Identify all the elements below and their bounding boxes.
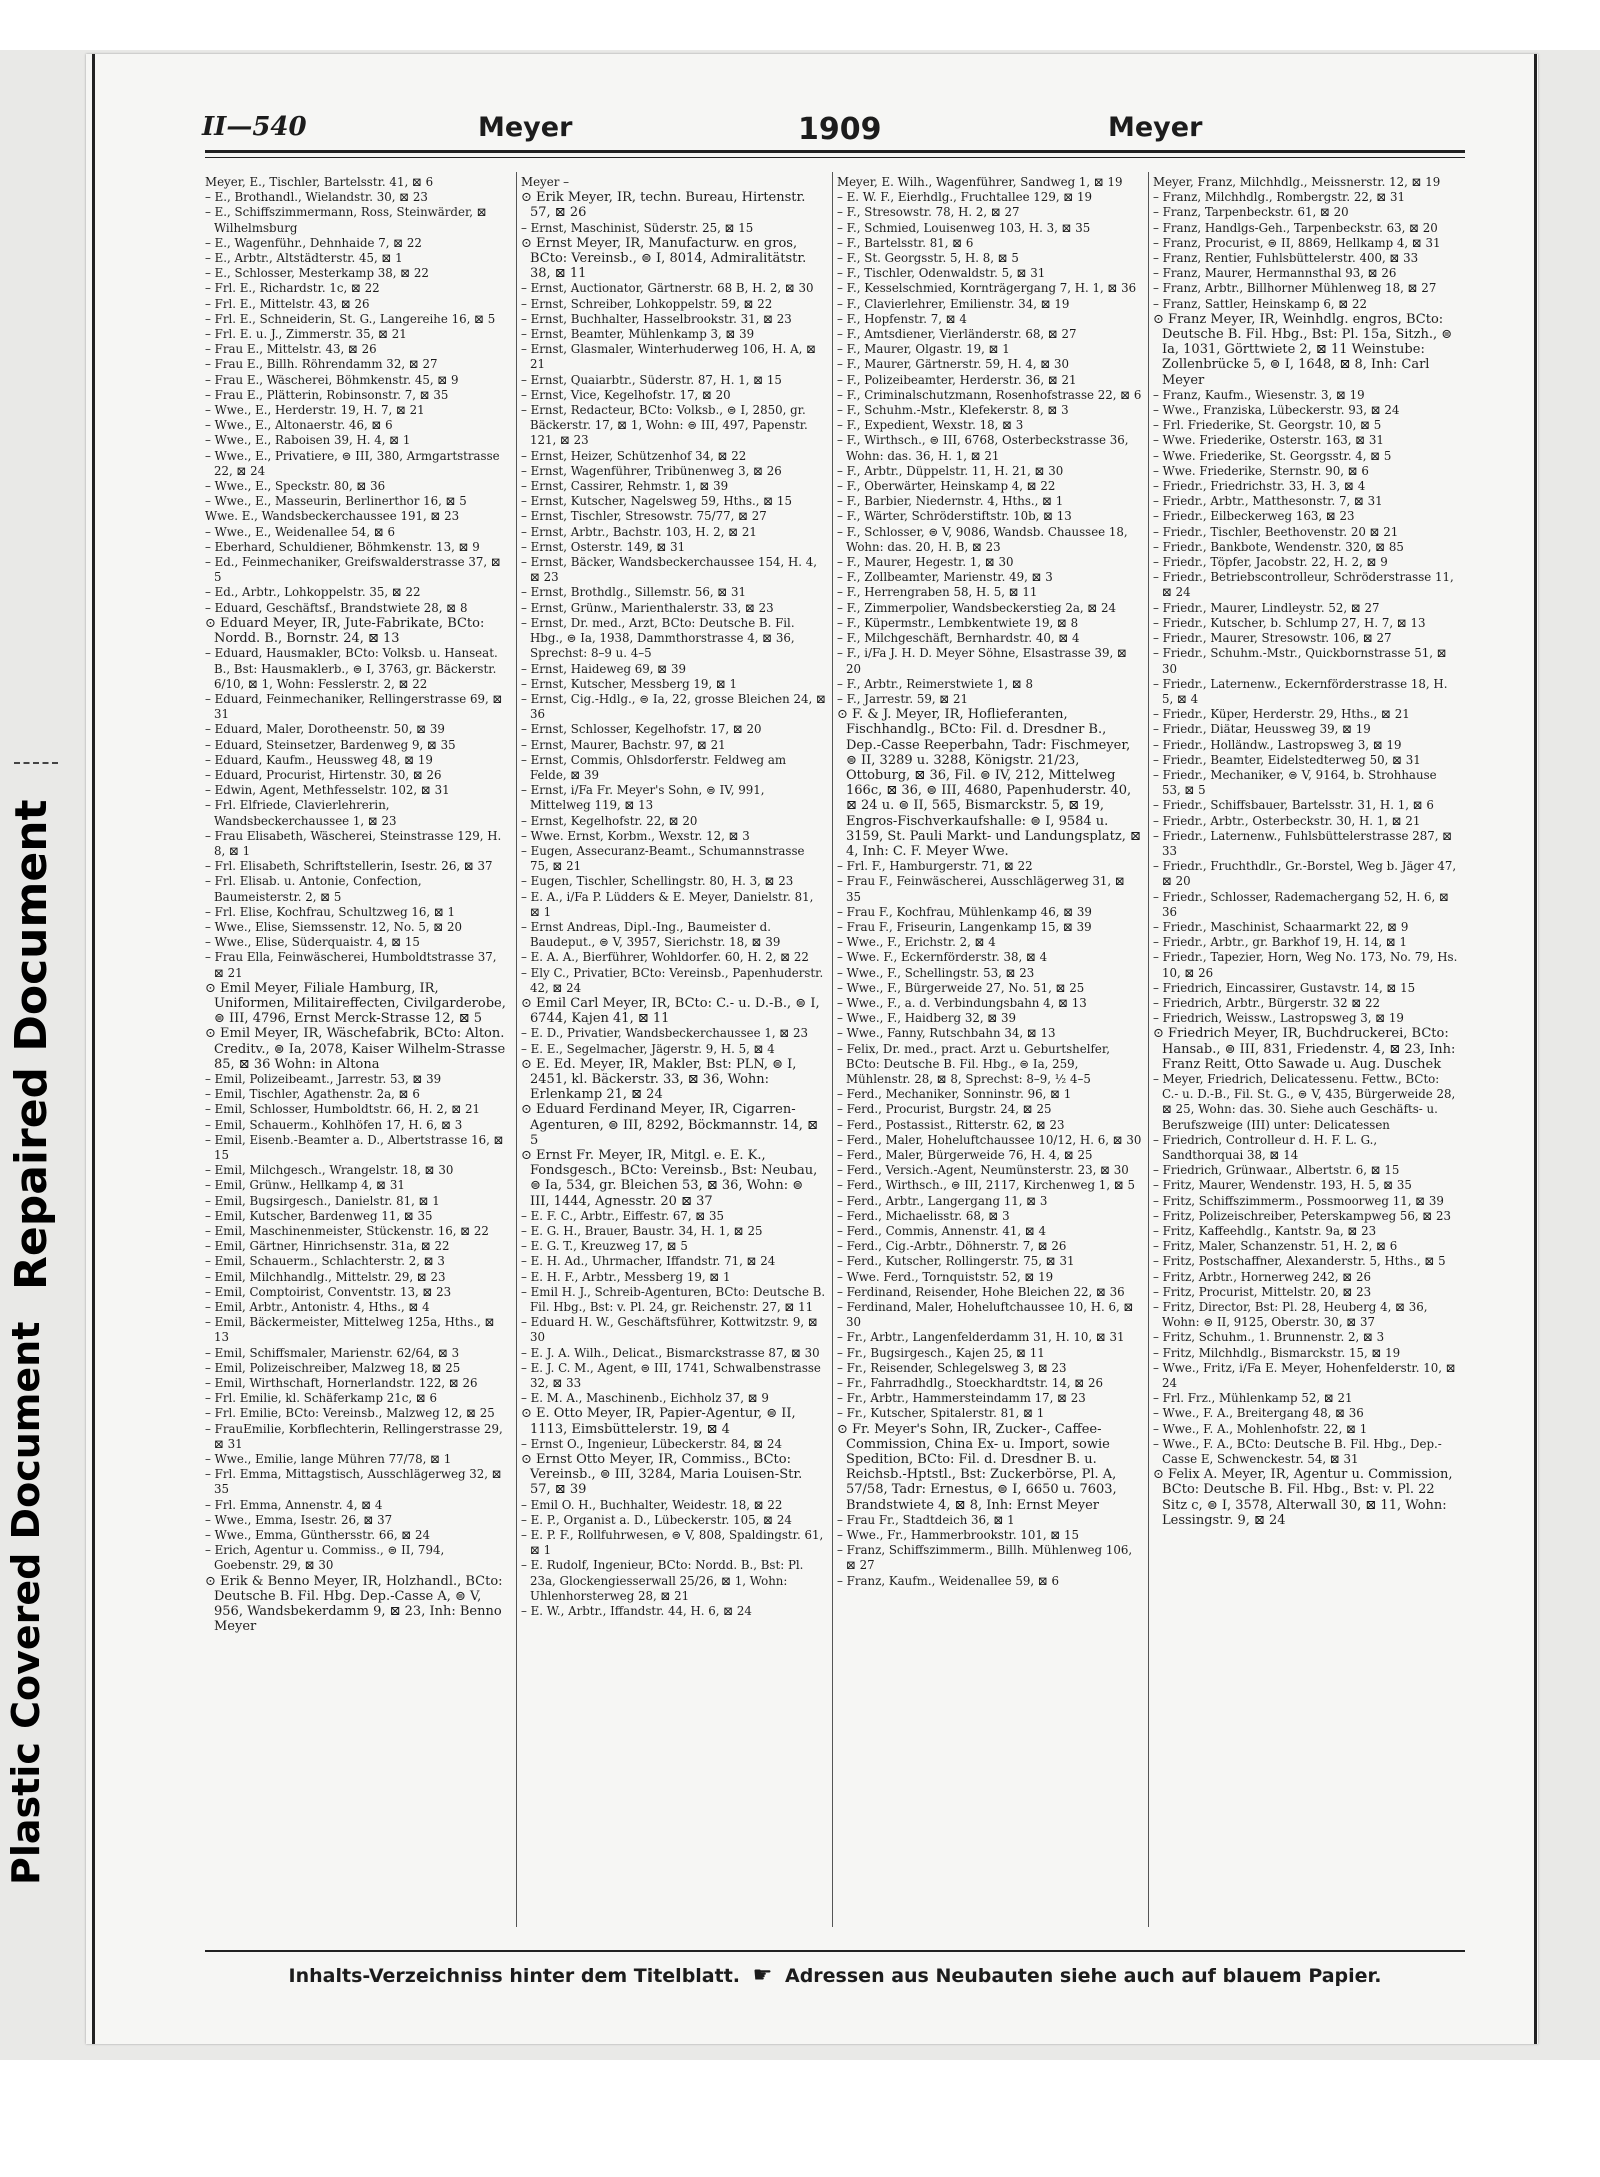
directory-entry: – Fr., Bugsirgesch., Kajen 25, ⊠ 11 [837, 1345, 1045, 1360]
directory-entry: – Friedrich, Controlleur d. H. F. L. G., Sandthorquai 38, ⊠ 14 [1153, 1132, 1378, 1162]
directory-entry: – Friedr., Arbtr., Osterbeckstr. 30, H. 1, ⊠ 21 [1153, 813, 1421, 828]
directory-entry: – Fritz, Milchhdlg., Bismarckstr. 15, ⊠ 19 [1153, 1345, 1401, 1360]
directory-entry: – Frl. Emma, Mittagstisch, Ausschlägerweg 32, ⊠ 35 [205, 1467, 502, 1497]
directory-entry: – Wwe. Ferd., Tornquiststr. 52, ⊠ 19 [837, 1269, 1054, 1284]
directory-entry: – Friedr., Kutscher, b. Schlump 27, H. 7, ⊠ 13 [1153, 615, 1426, 630]
directory-entry: – Friedr., Arbtr., gr. Barkhof 19, H. 14, ⊠ 1 [1153, 935, 1408, 950]
directory-entry: – Frl. E., Richardstr. 1c, ⊠ 22 [205, 281, 380, 296]
directory-entry: – F., Oberwärter, Heinskamp 4, ⊠ 22 [837, 479, 1056, 494]
directory-entry: – Wwe., E., Raboisen 39, H. 4, ⊠ 1 [205, 433, 411, 448]
directory-entry: – Frau E., Plätterin, Robinsonstr. 7, ⊠ 35 [205, 387, 449, 402]
directory-entry: – Ferd., Postassist., Ritterstr. 62, ⊠ 23 [837, 1117, 1065, 1132]
directory-entry: – Ernst, Arbtr., Bachstr. 103, H. 2, ⊠ 21 [521, 524, 757, 539]
directory-entry: – F., Wärter, Schröderstiftstr. 10b, ⊠ 13 [837, 509, 1072, 524]
directory-entry: – Ernst, Schreiber, Lohkoppelstr. 59, ⊠ 22 [521, 296, 773, 311]
directory-entry: – Frl. E., Schneiderin, St. G., Langereihe 16, ⊠ 5 [205, 311, 496, 326]
directory-entry: – Emil, Schlosser, Humboldtstr. 66, H. 2, ⊠ 21 [205, 1102, 480, 1117]
directory-entry: – Ernst, Kegelhofstr. 22, ⊠ 20 [521, 813, 698, 828]
header-right-name: Meyer [1108, 112, 1203, 143]
directory-entry: ⊙ E. Ed. Meyer, IR, Makler, Bst: PLN, ⊜ I, 2451, kl. Bäckerstr. 33, ⊠ 36, Wohn: Erlenkamp 21, ⊠ 24 [521, 1056, 797, 1103]
column-2 [521, 175, 826, 1920]
directory-entry: – Frau F., Feinwäscherei, Ausschlägerweg 31, ⊠ 35 [837, 874, 1125, 904]
directory-entry: Wwe. E., Wandsbeckerchaussee 191, ⊠ 23 [205, 509, 460, 524]
directory-entry: – Frau Elisabeth, Wäscherei, Steinstrasse 129, H. 8, ⊠ 1 [205, 828, 502, 858]
directory-entry: – Wwe. F., Eckernförderstr. 38, ⊠ 4 [837, 950, 1048, 965]
directory-entry: – FrauEmilie, Korbflechterin, Rellingerstrasse 29, ⊠ 31 [205, 1421, 503, 1451]
directory-entry: – Wwe., F., Erichstr. 2, ⊠ 4 [837, 935, 996, 950]
directory-entry: – Friedr., Betriebscontrolleur, Schröderstrasse 11, ⊠ 24 [1153, 570, 1454, 600]
directory-entry: – Emil, Polizeibeamt., Jarrestr. 53, ⊠ 39 [205, 1071, 442, 1086]
directory-entry: – E. P. F., Rollfuhrwesen, ⊜ V, 808, Spaldingstr. 61, ⊠ 1 [521, 1528, 824, 1558]
page-number: II—540 [202, 112, 307, 142]
directory-entry: – Frau Fr., Stadtdeich 36, ⊠ 1 [837, 1512, 1015, 1527]
directory-entry: – F., Wirthsch., ⊜ III, 6768, Osterbeckstrasse 36, Wohn: das. 36, H. 1, ⊠ 21 [837, 433, 1129, 463]
directory-entry: – Friedr., Maurer, Lindleystr. 52, ⊠ 27 [1153, 600, 1380, 615]
directory-entry: – F., Arbtr., Düppelstr. 11, H. 21, ⊠ 30 [837, 463, 1064, 478]
directory-entry: – E., Schlosser, Mesterkamp 38, ⊠ 22 [205, 266, 429, 281]
directory-entry: – F., Kesselschmied, Kornträgergang 7, H. 1, ⊠ 36 [837, 281, 1137, 296]
directory-entry: – Friedr., Tapezier, Horn, Weg No. 173, No. 79, Hs. 10, ⊠ 26 [1153, 950, 1458, 980]
directory-entry: – Emil, Wirthschaft, Hornerlandstr. 122, ⊠ 26 [205, 1376, 478, 1391]
pointing-hand-icon: ☛ [752, 1963, 773, 1988]
directory-entry: – Friedr., Schiffsbauer, Bartelsstr. 31, H. 1, ⊠ 6 [1153, 798, 1434, 813]
directory-entry: – Fr., Kutscher, Spitalerstr. 81, ⊠ 1 [837, 1406, 1045, 1421]
directory-entry: – Wwe., E., Masseurin, Berlinerthor 16, ⊠ 5 [205, 494, 467, 509]
directory-entry: – Wwe., Elise, Siemssenstr. 12, No. 5, ⊠ 20 [205, 919, 463, 934]
directory-entry: – Friedr., Arbtr., Matthesonstr. 7, ⊠ 31 [1153, 494, 1383, 509]
directory-entry: – Ernst, Buchhalter, Hasselbrookstr. 31, ⊠ 23 [521, 311, 792, 326]
directory-entry: – Ferd., Commis, Annenstr. 41, ⊠ 4 [837, 1224, 1047, 1239]
column-4 [1153, 175, 1458, 1920]
directory-entry: – F., Stresowstr. 78, H. 2, ⊠ 27 [837, 205, 1020, 220]
directory-entry: – E. F. C., Arbtr., Eiffestr. 67, ⊠ 35 [521, 1208, 725, 1223]
directory-entry: – E. J. C. M., Agent, ⊜ III, 1741, Schwalbenstrasse 32, ⊠ 33 [521, 1360, 821, 1391]
directory-entry: – Friedr., Beamter, Eidelstedterweg 50, ⊠ 31 [1153, 752, 1421, 767]
directory-entry: – Franz, Procurist, ⊜ II, 8869, Hellkamp 4, ⊠ 31 [1153, 235, 1441, 250]
directory-entry: – Wwe., F. A., BCto: Deutsche B. Fil. Hbg., Dep.-Casse E, Schwenckestr. 54, ⊠ 31 [1153, 1436, 1442, 1467]
directory-entry: – E. J. A. Wilh., Delicat., Bismarckstrasse 87, ⊠ 30 [521, 1345, 820, 1360]
directory-entry: – Friedr., Laternenw., Fuhlsbüttelerstrasse 287, ⊠ 33 [1153, 828, 1453, 858]
directory-entry: – Emil, Milchhandlg., Mittelstr. 29, ⊠ 23 [205, 1269, 446, 1284]
directory-entry: – Emil, Bugsirgesch., Danielstr. 81, ⊠ 1 [205, 1193, 440, 1208]
directory-entry: – Eduard, Kaufm., Heussweg 48, ⊠ 19 [205, 752, 433, 767]
directory-entry: – Friedr., Diätar, Heussweg 39, ⊠ 19 [1153, 722, 1371, 737]
directory-entry: – F., Schlosser, ⊜ V, 9086, Wandsb. Chaussee 18, Wohn: das. 20, H. B, ⊠ 23 [837, 524, 1128, 554]
column-separator [516, 172, 517, 1927]
directory-entry: – Wwe., Fanny, Rutschbahn 34, ⊠ 13 [837, 1026, 1056, 1041]
directory-entry: – F., Schuhm.-Mstr., Klefekerstr. 8, ⊠ 3 [837, 403, 1069, 418]
directory-entry: – Ed., Arbtr., Lohkoppelstr. 35, ⊠ 22 [205, 585, 421, 600]
directory-entry: – Wwe., F., Haidberg 32, ⊠ 39 [837, 1011, 1016, 1026]
directory-entry: – Ed., Feinmechaniker, Greifswalderstrasse 37, ⊠ 5 [205, 555, 501, 585]
repaired-document-label: Repaired Document [6, 799, 57, 1290]
directory-entry: – Ernst, Maschinist, Süderstr. 25, ⊠ 15 [521, 220, 754, 235]
directory-entry: – F., Zimmerpolier, Wandsbeckerstieg 2a, ⊠ 24 [837, 600, 1117, 615]
directory-entry: ⊙ Erik & Benno Meyer, IR, Holzhandl., BCto: Deutsche B. Fil. Hbg. Dep.-Casse A, ⊜ V, 956, Wandsbekerdamm 9, ⊠ 23, Inh: Benno Meyer [205, 1573, 503, 1635]
directory-entry: – Frau F., Kochfrau, Mühlenkamp 46, ⊠ 39 [837, 904, 1092, 919]
directory-entry: – Ferd., Versich.-Agent, Neumünsterstr. 23, ⊠ 30 [837, 1163, 1129, 1178]
directory-entry: ⊙ Fr. Meyer's Sohn, IR, Zucker-, Caffee-Commission, China Ex- u. Import, sowie Spedition, BCto: Fil. d. Dresdner B. u. Reichsb.-Hptstl., Bst: Zuckerbörse, Pl. A, 57/58, Tadr: Ernestus, ⊜ I, 6650 u. 7603, Brandstwiete 4, ⊠ 8, Inh: Ernst Meyer [837, 1421, 1117, 1513]
directory-entry: – E. M. A., Maschinenb., Eichholz 37, ⊠ 9 [521, 1391, 769, 1406]
directory-entry: – E., Wagenführ., Dehnhaide 7, ⊠ 22 [205, 235, 422, 250]
directory-entry: – Fritz, Maler, Schanzenstr. 51, H. 2, ⊠ 6 [1153, 1239, 1398, 1254]
dashed-mark [14, 762, 58, 764]
directory-entry: – Emil, Bäckermeister, Mittelweg 125a, Hths., ⊠ 13 [205, 1315, 495, 1345]
column-1 [205, 175, 510, 1920]
directory-entry: – F., St. Georgsstr. 5, H. 8, ⊠ 5 [837, 251, 1019, 266]
directory-entry: – Friedr., Tischler, Beethovenstr. 20 ⊠ 21 [1153, 524, 1399, 539]
directory-entry: ⊙ Felix A. Meyer, IR, Agentur u. Commission, BCto: Deutsche B. Fil. Hbg., Bst: v. Pl. 22 Sitz c, ⊜ I, 3578, Alterwall 30, ⊠ 11, Wohn: Lessingstr. 9, ⊠ 24 [1153, 1467, 1453, 1528]
column-separator [1148, 172, 1149, 1927]
directory-entry: – E. G. H., Brauer, Baustr. 34, H. 1, ⊠ 25 [521, 1224, 763, 1239]
directory-entry: – Friedr., Eilbeckerweg 163, ⊠ 23 [1153, 509, 1355, 524]
directory-entry: – E., Brothandl., Wielandstr. 30, ⊠ 23 [205, 190, 428, 205]
directory-entry: – Wwe., E., Altonaerstr. 46, ⊠ 6 [205, 418, 393, 433]
directory-entry: – Ernst, Heizer, Schützenhof 34, ⊠ 22 [521, 448, 747, 463]
directory-entry: – F., Expedient, Wexstr. 18, ⊠ 3 [837, 418, 1024, 433]
directory-entry: – E. W. F., Eierhdlg., Fruchtallee 129, ⊠ 19 [837, 190, 1092, 205]
directory-entry: – Frl. Emilie, BCto: Vereinsb., Malzweg 12, ⊠ 25 [205, 1406, 495, 1421]
directory-entry: – Franz, Sattler, Heinskamp 6, ⊠ 22 [1153, 296, 1368, 311]
directory-entry: ⊙ Franz Meyer, IR, Weinhdlg. engros, BCto: Deutsche B. Fil. Hbg., Bst: Pl. 15a, Sitzh., ⊜ Ia, 1031, Görttwiete 2, ⊠ 11 Weinstube: Zollenbrücke 5, ⊜ I, 1648, ⊠ 8, Inh: Carl Meyer [1153, 311, 1453, 388]
directory-entry: – Friedr., Töpfer, Jacobstr. 22, H. 2, ⊠ 9 [1153, 555, 1388, 570]
directory-entry: – Franz, Maurer, Hermannsthal 93, ⊠ 26 [1153, 266, 1397, 281]
directory-entry: ⊙ Ernst Fr. Meyer, IR, Mitgl. e. E. K., Fondsgesch., BCto: Vereinsb., Bst: Neubau, ⊜ Ia, 534, gr. Bleichen 53, ⊠ 36, Wohn: ⊜ III, 1444, Agnesstr. 20 ⊠ 37 [521, 1148, 818, 1209]
directory-entry: – F., Küpermstr., Lembkentwiete 19, ⊠ 8 [837, 615, 1079, 630]
directory-entry: – Eduard, Feinmechaniker, Rellingerstrasse 69, ⊠ 31 [205, 691, 503, 722]
directory-entry: – Wwe., Emma, Günthersstr. 66, ⊠ 24 [205, 1528, 431, 1543]
directory-entry: – F., Tischler, Odenwaldstr. 5, ⊠ 31 [837, 266, 1046, 281]
directory-entry: – E. H. F., Arbtr., Messberg 19, ⊠ 1 [521, 1269, 731, 1284]
directory-entry: – Friedr., Küper, Herderstr. 29, Hths., ⊠ 21 [1153, 707, 1410, 722]
directory-entry: – Frl. Elisabeth, Schriftstellerin, Isestr. 26, ⊠ 37 [205, 859, 493, 874]
directory-entry: – Ernst, Vice, Kegelhofstr. 17, ⊠ 20 [521, 387, 731, 402]
directory-entry: – Franz, Schiffszimmerm., Billh. Mühlenweg 106, ⊠ 27 [837, 1543, 1133, 1573]
directory-entry: – Ely C., Privatier, BCto: Vereinsb., Papenhuderstr. 42, ⊠ 24 [521, 965, 824, 995]
directory-entry: – Frau Ella, Feinwäscherei, Humboldtstrasse 37, ⊠ 21 [205, 950, 497, 980]
directory-entry: – Fritz, Schuhm., 1. Brunnenstr. 2, ⊠ 3 [1153, 1330, 1385, 1345]
directory-entry: – F., Polizeibeamter, Herderstr. 36, ⊠ 21 [837, 372, 1077, 387]
directory-entry: – Frl. Emma, Annenstr. 4, ⊠ 4 [205, 1497, 383, 1512]
directory-entry: – Ernst, Beamter, Mühlenkamp 3, ⊠ 39 [521, 327, 755, 342]
directory-entry: – Wwe., E., Weidenallee 54, ⊠ 6 [205, 524, 395, 539]
directory-entry: – E. Rudolf, Ingenieur, BCto: Nordd. B., Bst: Pl. 23a, Glockengiesserwall 25/26, ⊠ 1, Wohn: Uhlenhorsterweg 28, ⊠ 21 [521, 1558, 804, 1603]
directory-entry: – Ernst, Cig.-Hdlg., ⊜ Ia, 22, grosse Bleichen 24, ⊠ 36 [521, 691, 826, 722]
directory-entry: – Franz, Kaufm., Wiesenstr. 3, ⊠ 19 [1153, 387, 1365, 402]
directory-entry: – Wwe., Fr., Hammerbrookstr. 101, ⊠ 15 [837, 1528, 1080, 1543]
footer-left-text: Inhalts-Verzeichniss hinter dem Titelblatt. [288, 1965, 741, 1987]
directory-entry: – Ernst, Bäcker, Wandsbeckerchaussee 154, H. 4, ⊠ 23 [521, 555, 818, 585]
directory-entry: – F., Maurer, Hegestr. 1, ⊠ 30 [837, 555, 1014, 570]
directory-entry: – Eduard, Geschäftsf., Brandstwiete 28, ⊠ 8 [205, 600, 468, 615]
directory-entry: – Franz, Milchhdlg., Rombergstr. 22, ⊠ 31 [1153, 190, 1406, 205]
directory-entry: – Fritz, Schiffszimmerm., Possmoorweg 11, ⊠ 39 [1153, 1193, 1444, 1208]
directory-entry: – Wwe., Emma, Isestr. 26, ⊠ 37 [205, 1512, 393, 1527]
directory-entry: – Emil, Kutscher, Bardenweg 11, ⊠ 35 [205, 1208, 433, 1223]
directory-entry: – Ernst, Brothdlg., Sillemstr. 56, ⊠ 31 [521, 585, 747, 600]
directory-entry: – Emil, Grünw., Hellkamp 4, ⊠ 31 [205, 1178, 405, 1193]
directory-entry: – Friedr., Schuhm.-Mstr., Quickbornstrasse 51, ⊠ 30 [1153, 646, 1447, 676]
directory-entry: ⊙ Eduard Ferdinand Meyer, IR, Cigarren-Agenturen, ⊜ III, 8292, Böckmannstr. 14, ⊠ 5 [521, 1102, 818, 1148]
directory-entry: – E. P., Organist a. D., Lübeckerstr. 105, ⊠ 24 [521, 1512, 792, 1527]
directory-entry: – Wwe., E., Herderstr. 19, H. 7, ⊠ 21 [205, 403, 425, 418]
directory-entry: – Frl. Friederike, St. Georgstr. 10, ⊠ 5 [1153, 418, 1382, 433]
header-rule-thin [205, 157, 1465, 158]
directory-entry: – Ferd., Michaelisstr. 68, ⊠ 3 [837, 1208, 1010, 1223]
directory-entry: – F., Maurer, Gärtnerstr. 59, H. 4, ⊠ 30 [837, 357, 1070, 372]
directory-entry: – Ernst, Schlosser, Kegelhofstr. 17, ⊠ 20 [521, 722, 762, 737]
directory-entry: – E. A., i/Fa P. Lüdders & E. Meyer, Danielstr. 81, ⊠ 1 [521, 889, 814, 919]
directory-entry: Meyer, E., Tischler, Bartelsstr. 41, ⊠ 6 [205, 175, 434, 189]
directory-entry: Meyer – [521, 175, 569, 189]
directory-entry: – Frau E., Billh. Röhrendamm 32, ⊠ 27 [205, 357, 438, 372]
directory-entry: – Friedrich, Grünwaar., Albertstr. 6, ⊠ 15 [1153, 1163, 1400, 1178]
directory-entry: – Ferd., Arbtr., Langergang 11, ⊠ 3 [837, 1193, 1048, 1208]
directory-entry: – F., Milchgeschäft, Bernhardstr. 40, ⊠ 4 [837, 631, 1080, 646]
directory-entry: – F., Amtsdiener, Vierländerstr. 68, ⊠ 27 [837, 327, 1077, 342]
directory-entry: – Frl. E. u. J., Zimmerstr. 35, ⊠ 21 [205, 327, 407, 342]
directory-entry: ⊙ F. & J. Meyer, IR, Hoflieferanten, Fischhandlg., BCto: Fil. d. Dresdner B., Dep.-Casse Reeperbahn, Tadr: Fischmeyer, ⊜ II, 3289 u. 3288, Königstr. 21/23, Ottoburg, ⊠ 36, Fil. ⊜ IV, 212, Mittelweg 166c, ⊠ 36, ⊜ III, 4680, Papenhuderstr. 40, ⊠ 24 u. ⊜ II, 565, Bismarckstr. 5, ⊠ 19, Engros-Fischverkaufshalle: ⊜ I, 9584 u. 3159, St. Pauli Markt- und Landungsplatz, ⊠ 4, Inh: C. F. Meyer Wwe. [837, 707, 1141, 859]
directory-entry: – Eduard, Steinsetzer, Bardenweg 9, ⊠ 35 [205, 737, 456, 752]
directory-entry: – Fr., Reisender, Schlegelsweg 3, ⊠ 23 [837, 1360, 1067, 1375]
directory-entry: – Wwe. Friederike, Osterstr. 163, ⊠ 31 [1153, 433, 1384, 448]
directory-entry: – Fritz, Kaffeehdlg., Kantstr. 9a, ⊠ 23 [1153, 1224, 1377, 1239]
directory-entry: – Frau E., Wäscherei, Böhmkenstr. 45, ⊠ 9 [205, 372, 459, 387]
directory-entry: – Friedr., Friedrichstr. 33, H. 3, ⊠ 4 [1153, 479, 1366, 494]
directory-entry: – Fr., Arbtr., Hammersteindamm 17, ⊠ 23 [837, 1391, 1086, 1406]
directory-entry: – F., Zollbeamter, Marienstr. 49, ⊠ 3 [837, 570, 1053, 585]
column-3 [837, 175, 1142, 1920]
directory-entry: – Friedrich, Eincassirer, Gustavstr. 14, ⊠ 15 [1153, 980, 1416, 995]
directory-entry: – Frl. E., Mittelstr. 43, ⊠ 26 [205, 296, 370, 311]
directory-entry: – Friedrich, Weissw., Lastropsweg 3, ⊠ 19 [1153, 1011, 1404, 1026]
directory-entry: – Emil, Gärtner, Hinrichsenstr. 31a, ⊠ 22 [205, 1239, 450, 1254]
directory-entry: – Fritz, Postschaffner, Alexanderstr. 5, Hths., ⊠ 5 [1153, 1254, 1446, 1269]
directory-entry: – Ernst, Wagenführer, Tribünenweg 3, ⊠ 26 [521, 463, 782, 478]
directory-entry: – F., Bartelsstr. 81, ⊠ 6 [837, 235, 974, 250]
directory-entry: – E. G. T., Kreuzweg 17, ⊠ 5 [521, 1239, 688, 1254]
directory-entry: – Emil, Tischler, Agathenstr. 2a, ⊠ 6 [205, 1087, 420, 1102]
directory-entry: – Ernst, Haideweg 69, ⊠ 39 [521, 661, 686, 676]
directory-entry: – Fritz, Arbtr., Hornerweg 242, ⊠ 26 [1153, 1269, 1372, 1284]
directory-entry: – E. W., Arbtr., Iffandstr. 44, H. 6, ⊠ 24 [521, 1604, 752, 1619]
directory-entry: – Wwe. Friederike, Sternstr. 90, ⊠ 6 [1153, 463, 1369, 478]
directory-entry: – Emil, Arbtr., Antonistr. 4, Hths., ⊠ 4 [205, 1300, 430, 1315]
directory-entry: – Emil H. J., Schreib-Agenturen, BCto: Deutsche B. Fil. Hbg., Bst: v. Pl. 24, gr. Reichenstr. 27, ⊠ 11 [521, 1284, 826, 1315]
directory-entry: – Ernst, Maurer, Bachstr. 97, ⊠ 21 [521, 737, 726, 752]
directory-entry: – Frl. F., Hamburgerstr. 71, ⊠ 22 [837, 859, 1033, 874]
directory-entry: – Wwe., F., a. d. Verbindungsbahn 4, ⊠ 13 [837, 995, 1087, 1010]
footer-rule [205, 1950, 1465, 1952]
directory-entry: – Ferd., Procurist, Burgstr. 24, ⊠ 25 [837, 1102, 1052, 1117]
directory-entry: – Wwe., E., Speckstr. 80, ⊠ 36 [205, 479, 386, 494]
directory-entry: – Erich, Agentur u. Commiss., ⊜ II, 794, Goebenstr. 29, ⊠ 30 [205, 1543, 445, 1573]
right-page-edge [1534, 54, 1537, 2044]
directory-entry: – Wwe. Friederike, St. Georgsstr. 4, ⊠ 5 [1153, 448, 1392, 463]
directory-entry: – Wwe., Fritz, i/Fa E. Meyer, Hohenfelderstr. 10, ⊠ 24 [1153, 1360, 1456, 1391]
directory-entry: – Ferd., Cig.-Arbtr., Döhnerstr. 7, ⊠ 26 [837, 1239, 1067, 1254]
directory-entry: – Franz, Handlgs-Geh., Tarpenbeckstr. 63, ⊠ 20 [1153, 220, 1438, 235]
directory-entry: ⊙ E. Otto Meyer, IR, Papier-Agentur, ⊜ II, 1113, Eimsbüttelerstr. 19, ⊠ 4 [521, 1406, 796, 1437]
directory-entry: – Ernst, Tischler, Stresowstr. 75/77, ⊠ 27 [521, 509, 767, 524]
directory-entry: – Emil, Schauerm., Kohlhöfen 17, H. 6, ⊠ 3 [205, 1117, 463, 1132]
directory-entry: – Franz, Rentier, Fuhlsbüttelerstr. 400, ⊠ 33 [1153, 251, 1419, 266]
plastic-covered-label: Plastic Covered Document [4, 1321, 48, 1885]
directory-entry: – Friedr., Mechaniker, ⊜ V, 9164, b. Strohhause 53, ⊠ 5 [1153, 767, 1437, 798]
directory-entry: – Ernst, Auctionator, Gärtnerstr. 68 B, H. 2, ⊠ 30 [521, 281, 814, 296]
column-separator [832, 172, 833, 1927]
directory-entry: – Frau E., Mittelstr. 43, ⊠ 26 [205, 342, 377, 357]
directory-entry: – F., Hopfenstr. 7, ⊠ 4 [837, 311, 967, 326]
directory-entry: – Eberhard, Schuldiener, Böhmkenstr. 13, ⊠ 9 [205, 539, 480, 554]
directory-entry: – Franz, Arbtr., Billhorner Mühlenweg 18, ⊠ 27 [1153, 281, 1437, 296]
directory-entry: – Fritz, Maurer, Wendenstr. 193, H. 5, ⊠ 35 [1153, 1178, 1412, 1193]
directory-entry: – F., Arbtr., Reimerstwiete 1, ⊠ 8 [837, 676, 1033, 691]
directory-entry: – E., Arbtr., Altstädterstr. 45, ⊠ 1 [205, 251, 403, 266]
directory-entry: – Fr., Fahrradhdlg., Stoeckhardtstr. 14, ⊠ 26 [837, 1376, 1104, 1391]
header-left-name: Meyer [478, 112, 573, 143]
directory-entry: – Frl. Elise, Kochfrau, Schultzweg 16, ⊠ 1 [205, 904, 456, 919]
directory-entry: – Wwe., F. A., Mohlenhofstr. 22, ⊠ 1 [1153, 1421, 1368, 1436]
directory-entry: – Wwe., F., Bürgerweide 27, No. 51, ⊠ 25 [837, 980, 1085, 995]
directory-entry: – Ferd., Maler, Hoheluftchaussee 10/12, H. 6, ⊠ 30 [837, 1132, 1142, 1147]
directory-entry: ⊙ Emil Carl Meyer, IR, BCto: C.- u. D.-B., ⊜ I, 6744, Kajen 41, ⊠ 11 [521, 995, 820, 1027]
directory-entry: ⊙ Emil Meyer, IR, Wäschefabrik, BCto: Alton. Creditv., ⊜ Ia, 2078, Kaiser Wilhelm-Strasse 85, ⊠ 36 Wohn: in Altona [205, 1026, 506, 1072]
directory-entry: – Ernst Andreas, Dipl.-Ing., Baumeister d. Baudeput., ⊜ V, 3957, Sierichstr. 18, ⊠ 39 [521, 919, 781, 950]
directory-entry: – Ernst, Dr. med., Arzt, BCto: Deutsche B. Fil. Hbg., ⊜ Ia, 1938, Dammthorstrasse 4, ⊠ 36, Sprechst: 8–9 u. 4–5 [521, 615, 795, 661]
directory-entry: – Eduard, Maler, Dorotheenstr. 50, ⊠ 39 [205, 722, 445, 737]
directory-entry: ⊙ Friedrich Meyer, IR, Buchdruckerei, BCto: Hansab., ⊜ III, 831, Friedenstr. 4, ⊠ 23, Inh: Franz Reitt, Otto Sawade u. Aug. Duschek [1153, 1026, 1456, 1072]
directory-entry: Meyer, Franz, Milchhdlg., Meissnerstr. 12, ⊠ 19 [1153, 175, 1441, 189]
directory-entry: – Friedr., Maschinist, Schaarmarkt 22, ⊠ 9 [1153, 919, 1409, 934]
directory-entry: – E., Schiffszimmermann, Ross, Steinwärder, ⊠ Wilhelmsburg [205, 205, 487, 235]
directory-entry: – Edwin, Agent, Methfesselstr. 102, ⊠ 31 [205, 783, 450, 798]
directory-entry: – Ernst, Quaiarbtr., Süderstr. 87, H. 1, ⊠ 15 [521, 372, 782, 387]
directory-entry: ⊙ Emil Meyer, Filiale Hamburg, IR, Uniformen, Militaireffecten, Civilgarderobe, ⊜ III, 4796, Ernst Merck-Strasse 12, ⊠ 5 [205, 980, 506, 1027]
directory-entry: – Ferd., Kutscher, Rollingerstr. 75, ⊠ 31 [837, 1254, 1075, 1269]
directory-entry: – Emil, Milchgesch., Wrangelstr. 18, ⊠ 30 [205, 1163, 454, 1178]
directory-entry: – Ernst, Grünw., Marienthalerstr. 33, ⊠ 23 [521, 600, 774, 615]
directory-entry: – Franz, Kaufm., Weidenallee 59, ⊠ 6 [837, 1573, 1060, 1588]
directory-entry: – Fritz, Procurist, Mittelstr. 20, ⊠ 23 [1153, 1284, 1372, 1299]
directory-entry: – Ernst O., Ingenieur, Lübeckerstr. 84, ⊠ 24 [521, 1436, 782, 1451]
directory-entry: – Emil, Comptoirist, Conventstr. 13, ⊠ 23 [205, 1284, 452, 1299]
directory-entry: Meyer, E. Wilh., Wagenführer, Sandweg 1, ⊠ 19 [837, 175, 1123, 189]
directory-entry: – Friedr., Holländw., Lastropsweg 3, ⊠ 19 [1153, 737, 1402, 752]
directory-entry: – Ferdinand, Reisender, Hohe Bleichen 22, ⊠ 36 [837, 1284, 1125, 1299]
directory-entry: – E. E., Segelmacher, Jägerstr. 9, H. 5, ⊠ 4 [521, 1041, 775, 1056]
directory-entry: – Friedr., Bankbote, Wendenstr. 320, ⊠ 85 [1153, 539, 1404, 554]
directory-entry: – Eugen, Tischler, Schellingstr. 80, H. 3, ⊠ 23 [521, 874, 794, 889]
directory-entry: – Ferd., Mechaniker, Sonninstr. 96, ⊠ 1 [837, 1087, 1072, 1102]
directory-entry: – Emil, Schiffsmaler, Marienstr. 62/64, ⊠ 3 [205, 1345, 460, 1360]
directory-entry: – Frl. Elisab. u. Antonie, Confection, Baumeisterstr. 2, ⊠ 5 [205, 874, 422, 904]
directory-entry: – Wwe., Elise, Süderquaistr. 4, ⊠ 15 [205, 935, 420, 950]
directory-entry: – Ernst, i/Fa Fr. Meyer's Sohn, ⊜ IV, 991, Mittelweg 119, ⊠ 13 [521, 783, 765, 813]
directory-entry: – Ernst, Osterstr. 149, ⊠ 31 [521, 539, 686, 554]
header-rule [205, 150, 1465, 153]
directory-entry: – E. H. Ad., Uhrmacher, Iffandstr. 71, ⊠ 24 [521, 1254, 776, 1269]
directory-entry: – Ernst, Cassirer, Rehmstr. 1, ⊠ 39 [521, 479, 729, 494]
directory-entry: – Wwe., F. A., Breitergang 48, ⊠ 36 [1153, 1406, 1364, 1421]
directory-entry: – Ferd., Wirthsch., ⊜ III, 2117, Kirchenweg 1, ⊠ 5 [837, 1178, 1135, 1193]
directory-entry: – Friedrich, Arbtr., Bürgerstr. 32 ⊠ 22 [1153, 995, 1381, 1010]
directory-entry: – Friedr., Fruchthdlr., Gr.-Borstel, Weg b. Jäger 47, ⊠ 20 [1153, 859, 1457, 889]
directory-entry: – Fritz, Director, Bst: Pl. 28, Heuberg 4, ⊠ 36, Wohn: ⊜ II, 9125, Oberstr. 30, ⊠ 37 [1153, 1300, 1428, 1330]
directory-entry: – E. A. A., Bierführer, Wohldorfer. 60, H. 2, ⊠ 22 [521, 950, 809, 965]
directory-entry: – Ernst, Kutscher, Messberg 19, ⊠ 1 [521, 676, 738, 691]
directory-entry: – Emil, Eisenb.-Beamter a. D., Albertstrasse 16, ⊠ 15 [205, 1132, 504, 1162]
directory-entry: – Ernst, Redacteur, BCto: Volksb., ⊜ I, 2850, gr. Bäckerstr. 17, ⊠ 1, Wohn: ⊜ III, 497, Papenstr. 121, ⊠ 23 [521, 403, 808, 448]
directory-entry: – Ernst, Commis, Ohlsdorferstr. Feldweg am Felde, ⊠ 39 [521, 752, 787, 782]
directory-entry: – F., Barbier, Niedernstr. 4, Hths., ⊠ 1 [837, 494, 1064, 509]
page-footer [205, 1963, 1465, 1988]
directory-entry: – F., Herrengraben 58, H. 5, ⊠ 11 [837, 585, 1038, 600]
directory-entry: – Frau F., Friseurin, Langenkamp 15, ⊠ 39 [837, 919, 1092, 934]
directory-entry: – F., Maurer, Olgastr. 19, ⊠ 1 [837, 342, 1010, 357]
directory-entry: – Fr., Arbtr., Langenfelderdamm 31, H. 10, ⊠ 31 [837, 1330, 1125, 1345]
directory-entry: – Eduard H. W., Geschäftsführer, Kottwitzstr. 9, ⊠ 30 [521, 1315, 818, 1345]
directory-entry: – Fritz, Polizeischreiber, Peterskampweg 56, ⊠ 23 [1153, 1208, 1452, 1223]
directory-entry: – Frl. Frz., Mühlenkamp 52, ⊠ 21 [1153, 1391, 1353, 1406]
directory-entry: – F., Clavierlehrer, Emilienstr. 34, ⊠ 19 [837, 296, 1070, 311]
header-year: 1909 [798, 112, 882, 147]
directory-entry: – Eduard, Procurist, Hirtenstr. 30, ⊠ 26 [205, 767, 442, 782]
directory-entry: – Friedr., Laternenw., Eckernförderstrasse 18, H. 5, ⊠ 4 [1153, 676, 1448, 706]
directory-entry: ⊙ Ernst Otto Meyer, IR, Commiss., BCto: Vereinsb., ⊜ III, 3284, Maria Louisen-Str. 57, ⊠ 39 [521, 1452, 803, 1498]
directory-entry: – Ferdinand, Maler, Hoheluftchaussee 10, H. 6, ⊠ 30 [837, 1300, 1134, 1330]
directory-entry: – E. D., Privatier, Wandsbeckerchaussee 1, ⊠ 23 [521, 1026, 808, 1041]
left-page-edge [92, 54, 95, 2044]
directory-entry: – Franz, Tarpenbeckstr. 61, ⊠ 20 [1153, 205, 1349, 220]
directory-entry: – Ernst, Glasmaler, Winterhuderweg 106, H. A, ⊠ 21 [521, 342, 816, 372]
directory-entry: – Eduard, Hausmakler, BCto: Volksb. u. Hanseat. B., Bst: Hausmaklerb., ⊜ I, 3763, gr. Bäckerstr. 6/10, ⊠ 1, Wohn: Fesslerstr. 2, ⊠ 22 [205, 646, 498, 691]
directory-entry: – Friedr., Maurer, Stresowstr. 106, ⊠ 27 [1153, 631, 1392, 646]
directory-entry: – Ernst, Kutscher, Nagelsweg 59, Hths., ⊠ 15 [521, 494, 792, 509]
directory-entry: ⊙ Erik Meyer, IR, techn. Bureau, Hirtenstr. 57, ⊠ 26 [521, 190, 806, 221]
directory-entry: – Emil, Polizeischreiber, Malzweg 18, ⊠ 25 [205, 1360, 461, 1375]
directory-entry: – Emil, Maschinenmeister, Stückenstr. 16, ⊠ 22 [205, 1224, 489, 1239]
directory-entry: – Wwe., E., Privatiere, ⊜ III, 380, Armgartstrasse 22, ⊠ 24 [205, 448, 500, 478]
directory-entry: – Wwe. Ernst, Korbm., Wexstr. 12, ⊠ 3 [521, 828, 750, 843]
directory-entry: – F., i/Fa J. H. D. Meyer Söhne, Elsastrasse 39, ⊠ 20 [837, 646, 1127, 676]
directory-entry: – Wwe., F., Schellingstr. 53, ⊠ 23 [837, 965, 1035, 980]
directory-entry: – Emil O. H., Buchhalter, Weidestr. 18, ⊠ 22 [521, 1497, 783, 1512]
directory-entry: – Friedr., Schlosser, Rademachergang 52, H. 6, ⊠ 36 [1153, 889, 1449, 919]
directory-entry: – Felix, Dr. med., pract. Arzt u. Geburtshelfer, BCto: Deutsche B. Fil. Hbg., ⊜ Ia, 259, Mühlenstr. 28, ⊠ 8, Sprechst: 8–9, ½ 4–5 [837, 1041, 1110, 1086]
directory-entry: – Wwe., Franziska, Lübeckerstr. 93, ⊠ 24 [1153, 403, 1400, 418]
footer-right-text: Adressen aus Neubauten siehe auch auf blauem Papier. [785, 1965, 1382, 1987]
directory-entry: – Meyer, Friedrich, Delicatessenu. Fettw., BCto: C.- u. D.-B., Fil. St. G., ⊜ V, 435, Bürgerweide 28, ⊠ 25, Wohn: das. 30. Siehe auch Geschäfts- u. Berufszweige (III) unter: Delicatessen [1153, 1071, 1456, 1132]
directory-entry: – F., Criminalschutzmann, Rosenhofstrasse 22, ⊠ 6 [837, 387, 1142, 402]
directory-entry: – F., Jarrestr. 59, ⊠ 21 [837, 691, 969, 706]
directory-entry: – Ferd., Maler, Bürgerweide 76, H. 4, ⊠ 25 [837, 1148, 1093, 1162]
directory-entry: – Frl. Elfriede, Clavierlehrerin, Wandsbeckerchaussee 1, ⊠ 23 [205, 798, 397, 828]
directory-entry: ⊙ Ernst Meyer, IR, Manufacturw. en gros, BCto: Vereinsb., ⊜ I, 8014, Admiralitätstr. 38, ⊠ 11 [521, 235, 807, 282]
directory-entry: – Eugen, Assecuranz-Beamt., Schumannstrasse 75, ⊠ 21 [521, 843, 805, 874]
directory-entry: – F., Schmied, Louisenweg 103, H. 3, ⊠ 35 [837, 220, 1091, 235]
directory-entry: – Emil, Schauerm., Schlachterstr. 2, ⊠ 3 [205, 1254, 445, 1269]
directory-entry: ⊙ Eduard Meyer, IR, Jute-Fabrikate, BCto: Nordd. B., Bornstr. 24, ⊠ 13 [205, 615, 485, 647]
directory-entry: – Frl. Emilie, kl. Schäferkamp 21c, ⊠ 6 [205, 1391, 437, 1406]
directory-entry: – Wwe., Emilie, lange Mühren 77/78, ⊠ 1 [205, 1452, 452, 1467]
